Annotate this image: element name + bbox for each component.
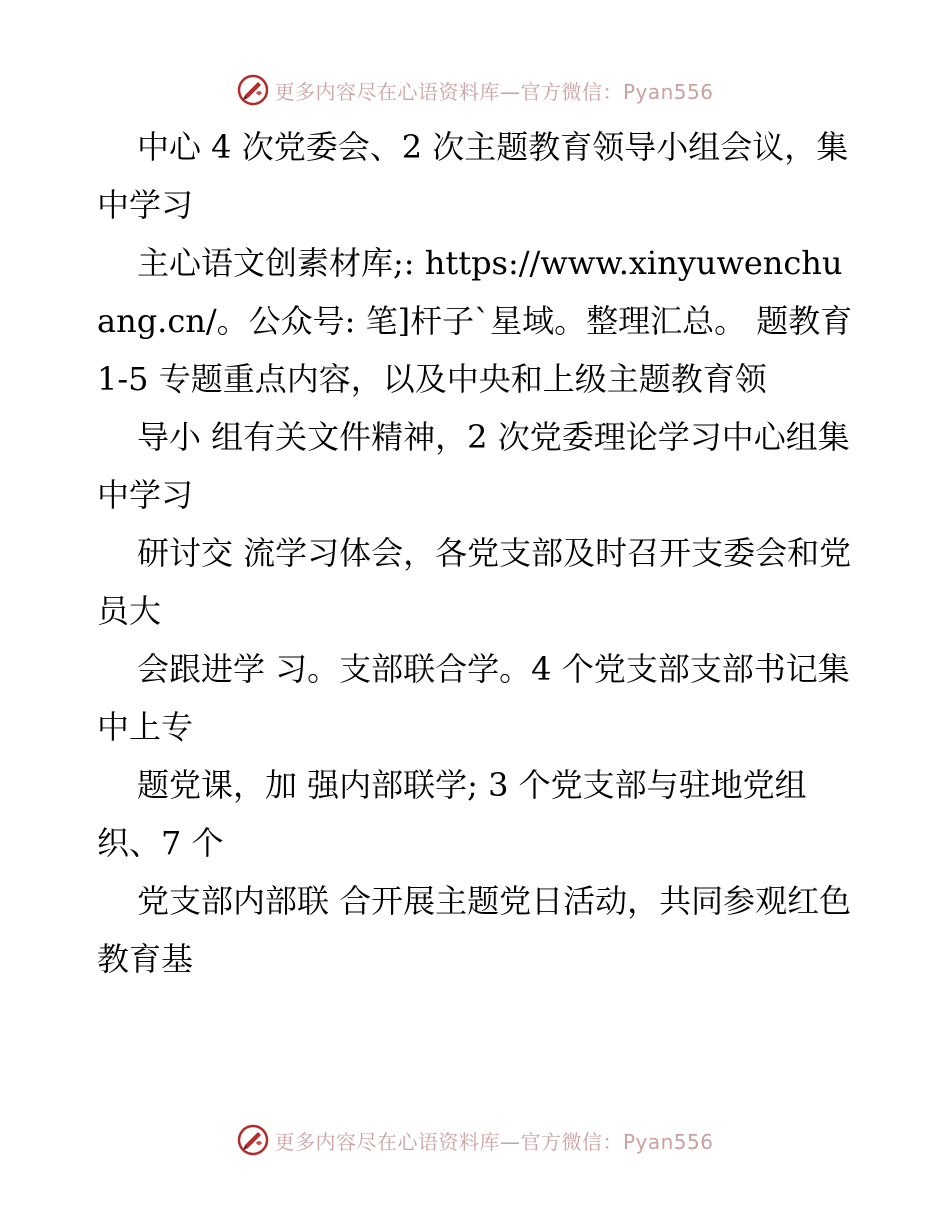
- header-watermark: [0, 72, 950, 108]
- footer-watermark: [0, 1122, 950, 1158]
- watermark-text: 更多内容尽在心语资料库—官方微信：Pyan556: [274, 1129, 714, 1154]
- paragraph: 党支部内部联 合开展主题党日活动，共同参观红色教育基: [97, 882, 852, 978]
- document-body: [97, 118, 857, 988]
- paragraph: 研讨交 流学习体会，各党支部及时召开支委会和党员大: [97, 534, 852, 630]
- paragraph: 导小 组有关文件精神，2 次党委理论学习中心组集中学习: [97, 418, 850, 514]
- paragraph: 题党课，加 强内部联学; 3 个党支部与驻地党组织、7 个: [97, 766, 807, 862]
- paragraph: 主心语文创素材库;: https://www.xinyuwenchuang.cn/。公众号: 笔]杆子`星域。整理汇总。 题教育 1-5 专题重点内容，以及中央和上级主题教育领: [97, 244, 853, 398]
- watermark-text: 更多内容尽在心语资料库—官方微信：Pyan556: [274, 79, 714, 104]
- pen-heart-logo-icon: [236, 1123, 270, 1157]
- paragraph: 中心 4 次党委会、2 次主题教育领导小组会议，集中学习: [97, 128, 849, 224]
- paragraph: 会跟进学 习。支部联合学。4 个党支部支部书记集中上专: [97, 650, 850, 746]
- pen-heart-logo-icon: [236, 73, 270, 107]
